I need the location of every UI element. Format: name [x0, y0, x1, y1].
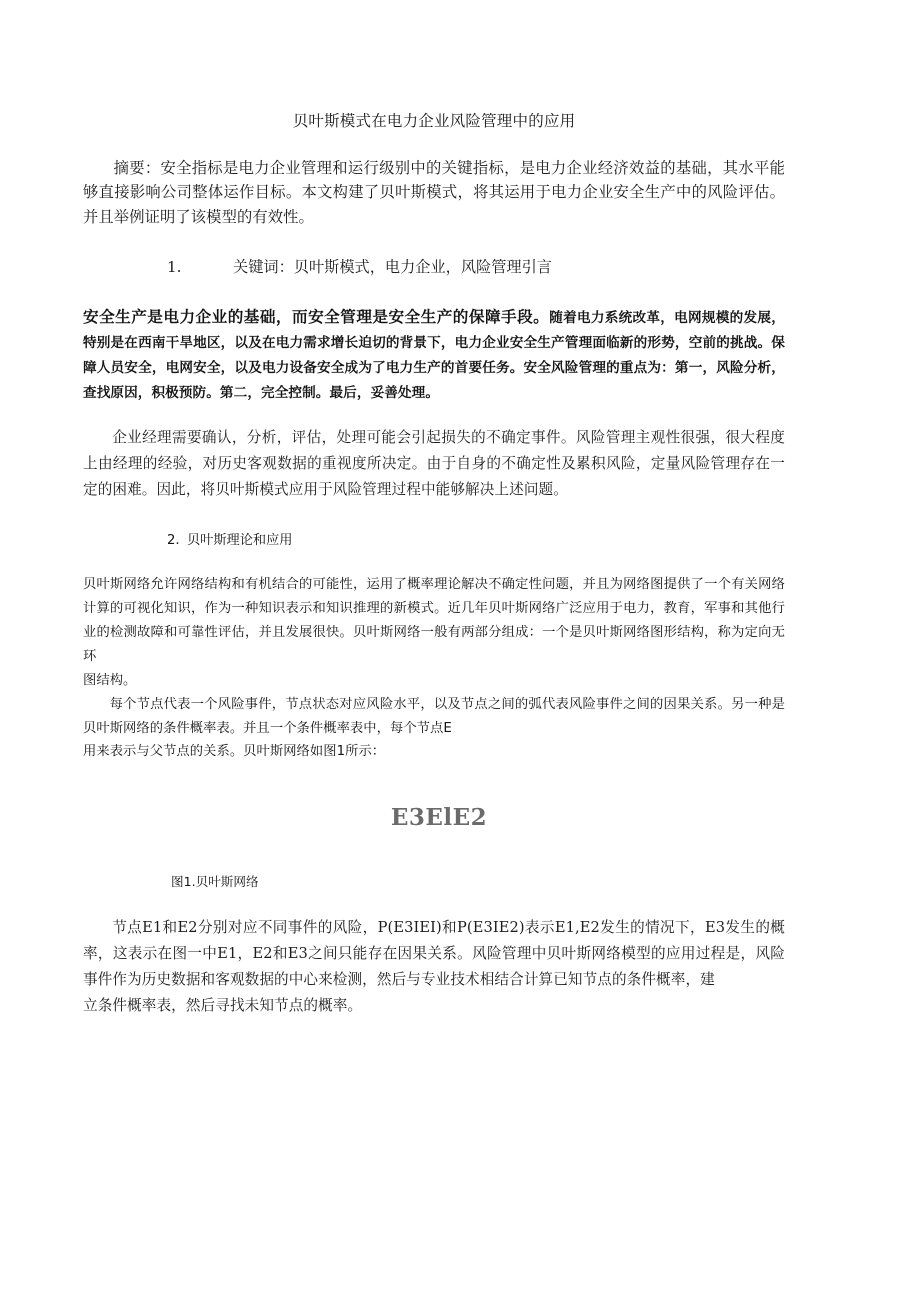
- bayes-paragraph-1: 贝叶斯网络允许网络结构和有机结合的可能性，运用了概率理论解决不确定性问题，并且为网络图提供了一个有关网络计算的可视化知识，作为一种知识表示和知识推理的新模式。近几年贝叶斯网络广泛应用于电力，教育，军事和其他行业的检测故障和可靠性评估，并且发展很快。贝叶斯网络一般有两部分组成：一个是贝叶斯网络图形结构，称为定向无环: [83, 576, 785, 664]
- keywords-text: 关键词：贝叶斯模式，电力企业，风险管理引言: [233, 257, 552, 276]
- intro-rest-text: 随着电力系统改革，电网规模的发展，特别是在西南干旱地区，以及在电力需求增长迫切的背景下，电力企业安全生产管理面临新的形势，空前的挑战。保障人员安全，电网安全，以及电力设备安全成为了电力生产的首要任务。安全风险管理的重点为：第一，风险分析，查找原因，积极预防。第二，完全控制。最后，妥善处理。: [83, 309, 786, 401]
- bayesian-network-diagram-label: E3ElE2: [390, 804, 488, 832]
- document-content: [83, 0, 785, 1019]
- manager-paragraph: 企业经理需要确认，分析，评估，处理可能会引起损失的不确定事件。风险管理主观性很强，很大程度上由经理的经验，对历史客观数据的重视度所决定。由于自身的不确定性及累积风险，定量风险管理存在一定的困难。因此，将贝叶斯模式应用于风险管理过程中能够解决上述问题。: [83, 429, 785, 499]
- section-2-title: 贝叶斯理论和应用: [187, 533, 293, 549]
- abstract-paragraph: 摘要：安全指标是电力企业管理和运行级别中的关键指标，是电力企业经济效益的基础，其水平能够直接影响公司整体运作目标。本文构建了贝叶斯模式，将其运用于电力企业安全生产中的风险评估。并且举例证明了该模型的有效性。: [83, 158, 785, 227]
- section-2-heading: [83, 503, 785, 551]
- keywords-list-number: 1.: [167, 257, 182, 276]
- intro-lead-sentence: 安全生产是电力企业的基础，而安全管理是安全生产的保障手段。: [83, 307, 550, 326]
- keywords-line: [83, 230, 785, 279]
- bayes-paragraph-2: 每个节点代表一个风险事件，节点状态对应风险水平，以及节点之间的弧代表风险事件之间的因果关系。另一种是贝叶斯网络的条件概率表。并且一个条件概率表中，每个节点E: [83, 696, 785, 736]
- bayes-paragraph-2-tail: 用来表示与父节点的关系。贝叶斯网络如图1所示：: [83, 744, 386, 760]
- section-2-number: 2.: [167, 533, 180, 549]
- final-paragraph: [83, 891, 785, 1019]
- figure-1: [83, 764, 785, 891]
- figure-1-caption: 图1.贝叶斯网络: [171, 874, 259, 890]
- page-title: 贝叶斯模式在电力企业风险管理中的应用: [292, 112, 576, 130]
- intro-bold-paragraph: [83, 279, 785, 406]
- bayes-paragraph-1-tail: 图结构。: [83, 672, 137, 688]
- final-paragraph-tail: 立条件概率表，然后寻找未知节点的概率。: [83, 996, 363, 1014]
- final-paragraph-body: 节点E1和E2分别对应不同事件的风险，P(E3IEI)和P(E3IE2)表示E1,E2发生的情况下，E3发生的概率，这表示在图一中E1，E2和E3之间只能存在因果关系。风险管理中贝叶斯网络模型的应用过程是，风险事件作为历史数据和客观数据的中心来检测，然后与专业技术相结合计算已知节点的条件概率，建: [83, 918, 785, 988]
